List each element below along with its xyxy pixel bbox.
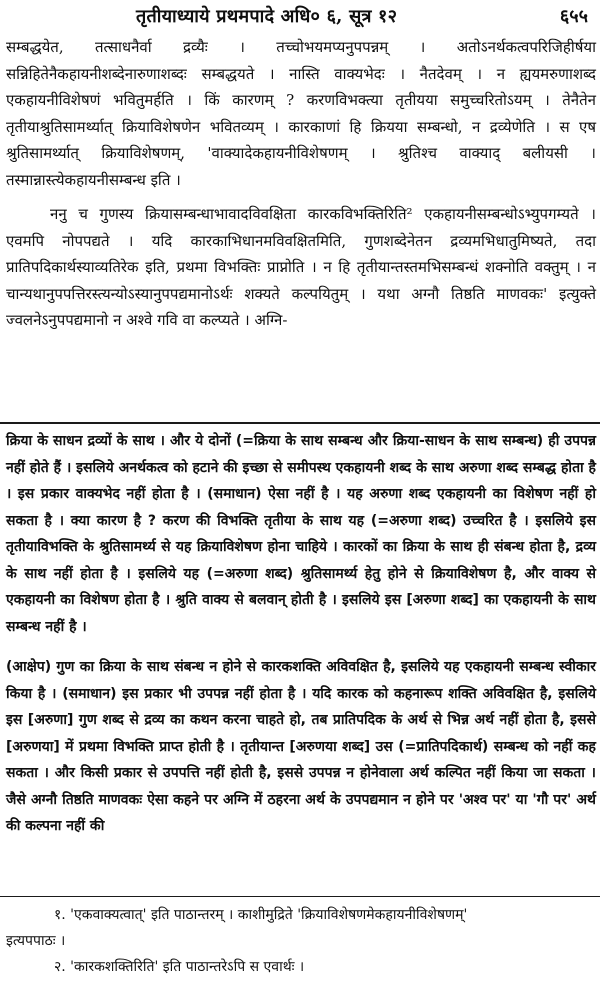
hindi-paragraph-1: क्रिया के साधन द्रव्यों के साथ । और ये दोनों (=क्रिया के साथ सम्बन्ध और क्रिया-साधन के साथ सम्बन्ध) ही उपपन्न नहीं होते हैं । इसलिये अनर्थकत्व को हटाने की इच्छा से समीपस्थ एकहायनी शब्द के साथ अरुणा शब्द सम्बद्ध होता है । इस प्रकार वाक्यभेद नहीं होता है । (समाधान) ऐसा नहीं है । यह अरुणा शब्द एकहायनी का विशेषण नहीं हो सकता है । क्या कारण है ? करण की विभक्ति तृतीया के साथ यह (=अरुणा शब्द) उच्चरित है । इसलिये इस तृतीयाविभक्ति के श्रुतिसामर्थ्य से यह क्रियाविशेषण होना चाहिये । कारकों का क्रिया के साथ ही संबन्ध होता है, द्रव्य के साथ नहीं होता है । इसलिये यह (=अरुणा शब्द) श्रुतिसामर्थ्य हेतु होने से क्रियाविशेषण है, और वाक्य से एकहायनी का विशेषण होता है । श्रुति वाक्य से बलवान् होती है । इसलिये इस [अरुणा शब्द] का एकहायनी के साथ सम्बन्ध नहीं है ।	[6, 433, 596, 635]
footnote-1-line-1: १. 'एकवाक्यत्वात्' इति पाठान्तरम् । काशीमुद्रिते 'क्रियाविशेषणमेकहायनीविशेषणम्'	[54, 907, 468, 923]
hindi-paragraph-2: (आक्षेप) गुण का क्रिया के साथ संबन्ध न होने से कारकशक्ति अविवक्षित है, इसलिये यह एकहायनी सम्बन्ध स्वीकार किया है । (समाधान) इस प्रकार भी उपपन्न नहीं होता है । यदि कारक को कहनारूप शक्ति अविवक्षित है, इसलिये इस [अरुणा] गुण शब्द से द्रव्य का कथन करना चाहते हो, तब प्रातिपदिक के अर्थ से भिन्न अर्थ नहीं होता है, इससे [अरुणया] में प्रथमा विभक्ति प्राप्त होती है । तृतीयान्त [अरुणया शब्द] उस (=प्रातिपदिकार्थ) सम्बन्ध को नहीं कह सकता । और किसी प्रकार से उपपत्ति नहीं होती है, इससे उपपन्न न होनेवाला अर्थ कल्पित नहीं किया जा सकता । जैसे अग्नौ तिष्ठति माणवकः ऐसा कहने पर अग्नि में ठहरना अर्थ के उपपद्यमान न होने पर 'अश्व पर' या 'गौ पर' अर्थ की कल्पना नहीं की	[6, 659, 596, 834]
section-divider-top	[0, 422, 600, 424]
hindi-translation	[6, 428, 596, 840]
sanskrit-paragraph-1: सम्बद्धयेत, तत्साधनैर्वा द्रव्यैः । तच्चोभयमप्यनुपपन्नम् । अतोऽनर्थकत्वपरिजिहीर्षया सन्निहितेनैकहायनीशब्देनारुणाशब्दः सम्बद्धयते । नास्ति वाक्यभेदः । नैतदेवम् । न ह्ययमरुणाशब्द एकहायनीविशेषणं भवितुमर्हति । किं कारणम् ? करणविभक्त्या तृतीयया समुच्चरितोऽयम् । तेनैतेन तृतीयाश्रुतिसामर्थ्यात् क्रियाविशेषणेन भवितव्यम् । कारकाणां हि क्रियया सम्बन्धो, न द्रव्येणेति । स एष श्रुतिसामर्थ्यात् क्रियाविशेषणम्, 'वाक्यादेकहायनीविशेषणम् । श्रुतिश्च वाक्याद् बलीयसी । तस्मान्नास्त्येकहायनीसम्बन्ध इति ।	[6, 38, 596, 189]
footnote-2: २. 'कारकशक्तिरिति' इति पाठान्तरेऽपि स एवार्थः ।	[54, 959, 305, 975]
footnote-1-line-2: इत्यपपाठः ।	[6, 933, 66, 949]
running-header	[0, 0, 600, 38]
header-title: तृतीयाध्याये प्रथमपादे अधि० ६, सूत्र १२	[136, 6, 398, 27]
sanskrit-commentary	[6, 34, 596, 334]
section-divider-bottom	[0, 896, 600, 897]
sanskrit-paragraph-2: ननु च गुणस्य क्रियासम्बन्धाभावादविवक्षिता कारकविभक्तिरिति² एकहायनीसम्बन्धोऽभ्युपगम्यते । एवमपि नोपपद्यते । यदि कारकाभिधानमविवक्षितमिति, गुणशब्देनेतन द्रव्यमभिधातुमिष्यते, तदा प्रातिपदिकार्थस्याव्यतिरेक इति, प्रथमा विभक्तिः प्राप्नोति । न हि तृतीयान्तस्तमभिसम्बन्धं शक्नोति वक्तुम् । न चान्यथानुपपत्तिरस्त्यन्योऽस्यानुपपद्यमानोऽर्थः शक्यते कल्पयितुम् । यथा अग्नौ तिष्ठति माणवकः' इत्युक्ते ज्वलनेऽनुपपद्यमानो न अश्वे गवि वा कल्प्यते । अग्नि-	[6, 205, 596, 329]
footnotes	[6, 902, 596, 980]
page-number: ६५५	[559, 6, 588, 27]
